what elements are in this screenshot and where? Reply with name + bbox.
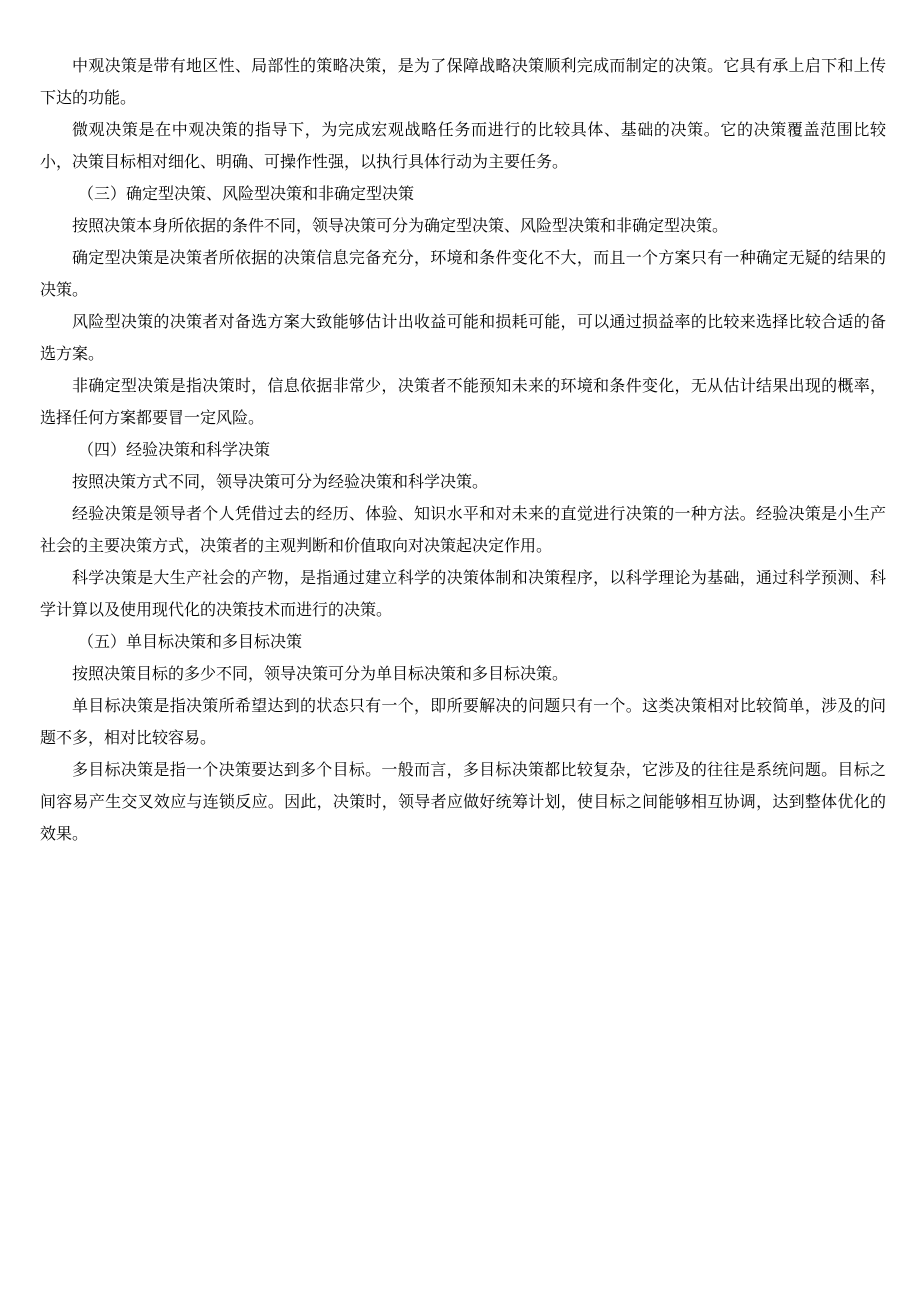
paragraph-experience-decision: 经验决策是领导者个人凭借过去的经历、体验、知识水平和对未来的直觉进行决策的一种方法。经验决策是小生产社会的主要决策方式，决策者的主观判断和价值取向对决策起决定作用。	[40, 504, 886, 555]
paragraph-scientific-decision: 科学决策是大生产社会的产物，是指通过建立科学的决策体制和决策程序，以科学理论为基础，通过科学预测、科学计算以及使用现代化的决策技术而进行的决策。	[40, 568, 886, 619]
paragraph-micro-decision: 微观决策是在中观决策的指导下，为完成宏观战略任务而进行的比较具体、基础的决策。它的决策覆盖范围比较小，决策目标相对细化、明确、可操作性强，以执行具体行动为主要任务。	[40, 120, 886, 171]
paragraph-deterministic-decision: 确定型决策是决策者所依据的决策信息完备充分，环境和条件变化不大，而且一个方案只有一种确定无疑的结果的决策。	[40, 248, 886, 299]
paragraph-uncertain-decision: 非确定型决策是指决策时，信息依据非常少，决策者不能预知未来的环境和条件变化，无从估计结果出现的概率，选择任何方案都要冒一定风险。	[40, 376, 886, 427]
paragraph-single-goal-decision: 单目标决策是指决策所希望达到的状态只有一个，即所要解决的问题只有一个。这类决策相对比较简单，涉及的问题不多，相对比较容易。	[40, 696, 886, 747]
section-heading-3: （三）确定型决策、风险型决策和非确定型决策	[78, 184, 415, 203]
section-heading-4: （四）经验决策和科学决策	[78, 440, 271, 459]
paragraph-risk-decision: 风险型决策的决策者对备选方案大致能够估计出收益可能和损耗可能，可以通过损益率的比较来选择比较合适的备选方案。	[40, 312, 886, 363]
paragraph-classification-by-method: 按照决策方式不同，领导决策可分为经验决策和科学决策。	[72, 472, 489, 491]
paragraph-classification-by-goals: 按照决策目标的多少不同，领导决策可分为单目标决策和多目标决策。	[72, 664, 569, 683]
paragraph-meso-decision: 中观决策是带有地区性、局部性的策略决策，是为了保障战略决策顺利完成而制定的决策。它具有承上启下和上传下达的功能。	[40, 56, 886, 107]
paragraph-classification-by-conditions: 按照决策本身所依据的条件不同，领导决策可分为确定型决策、风险型决策和非确定型决策。	[72, 216, 729, 235]
document-page	[40, 50, 886, 850]
paragraph-multi-goal-decision: 多目标决策是指一个决策要达到多个目标。一般而言，多目标决策都比较复杂，它涉及的往往是系统问题。目标之间容易产生交叉效应与连锁反应。因此，决策时，领导者应做好统筹计划，使目标之间能够相互协调，达到整体优化的效果。	[40, 760, 886, 843]
section-heading-5: （五）单目标决策和多目标决策	[78, 632, 303, 651]
